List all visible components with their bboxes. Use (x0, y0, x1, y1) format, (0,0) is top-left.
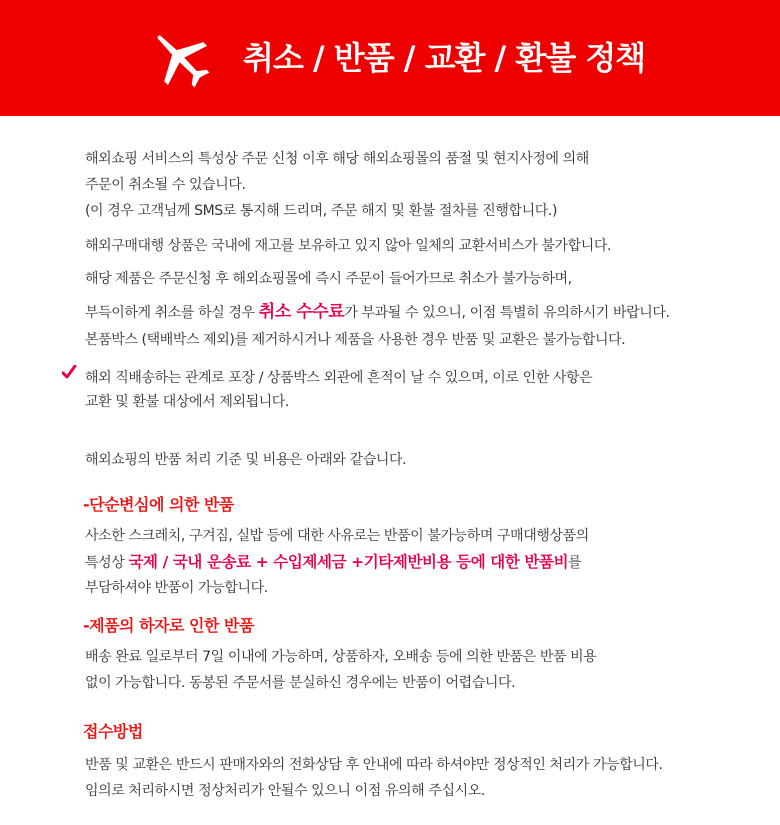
cancel-fee-highlight: 취소 수수료 (258, 302, 345, 322)
section-line: 임의로 처리하시면 정상처리가 안될수 있으니 이점 유의해 주십시오. (85, 783, 485, 799)
section-line: 부담하셔야 반품이 가능합니다. (85, 580, 268, 596)
section-line (85, 551, 581, 574)
notice-text: 부득이하게 취소를 하실 경우 (85, 305, 259, 321)
notice-text: 가 부과될 수 있으니, 이점 특별히 유의하시기 바랍니다. (344, 305, 670, 321)
section-text: 특성상 (85, 555, 129, 571)
airplane-icon (142, 26, 220, 92)
notice-line: 본품박스 (택배박스 제외)를 제거하시거나 제품을 사용한 경우 반품 및 교환은 불가능합니다. (85, 332, 626, 348)
section-line: 반품 및 교환은 반드시 판매자와의 전화상담 후 안내에 따라 하셔야만 정상적인 처리가 가능합니다. (85, 757, 663, 773)
section-text: 를 (568, 555, 582, 571)
notice-line: 해당 제품은 주문신청 후 해외쇼핑몰에 즉시 주문이 들어가므로 취소가 불가능하며, (85, 271, 572, 287)
section-heading-change-of-mind: -단순변심에 의한 반품 (83, 495, 234, 514)
section-line: 없이 가능합니다. 동봉된 주문서를 분실하신 경우에는 반품이 어렵습니다. (85, 675, 516, 691)
section-heading-defect: -제품의 하자로 인한 반품 (83, 616, 254, 635)
notice-line: 해외쇼핑 서비스의 특성상 주문 신청 이후 해당 해외쇼핑몰의 품절 및 현지사정에 의해 (85, 151, 589, 167)
notice-line: 해외쇼핑의 반품 처리 기준 및 비용은 아래와 같습니다. (85, 452, 407, 468)
section-line: 사소한 스크레치, 구겨짐, 실밥 등에 대한 사유로는 반품이 불가능하며 구매대행상품의 (85, 528, 589, 544)
checkmark-icon (62, 365, 78, 381)
return-cost-highlight: 국제 / 국내 운송료 + 수입제세금 +기타제반비용 등에 대한 반품비 (128, 553, 569, 571)
notice-line: 해외 직배송하는 관계로 포장 / 상품박스 외관에 흔적이 날 수 있으며, 이로 인한 사항은 (85, 370, 593, 386)
notice-line: 주문이 취소될 수 있습니다. (85, 177, 246, 193)
notice-line: (이 경우 고객님께 SMS로 통지해 드리며, 주문 해지 및 환불 절차를 진행합니다.) (85, 203, 558, 219)
page-title: 취소 / 반품 / 교환 / 환불 정책 (243, 39, 646, 77)
notice-line: 교환 및 환불 대상에서 제외됩니다. (85, 394, 289, 410)
section-heading-how-to-apply: 접수방법 (83, 722, 143, 741)
notice-line: 해외구매대행 상품은 국내에 재고를 보유하고 있지 않아 일체의 교환서비스가 불가합니다. (85, 238, 612, 254)
notice-line (85, 301, 670, 324)
policy-header (0, 0, 780, 116)
section-line: 배송 완료 일로부터 7일 이내에 가능하며, 상품하자, 오배송 등에 의한 반품은 반품 비용 (85, 649, 597, 665)
